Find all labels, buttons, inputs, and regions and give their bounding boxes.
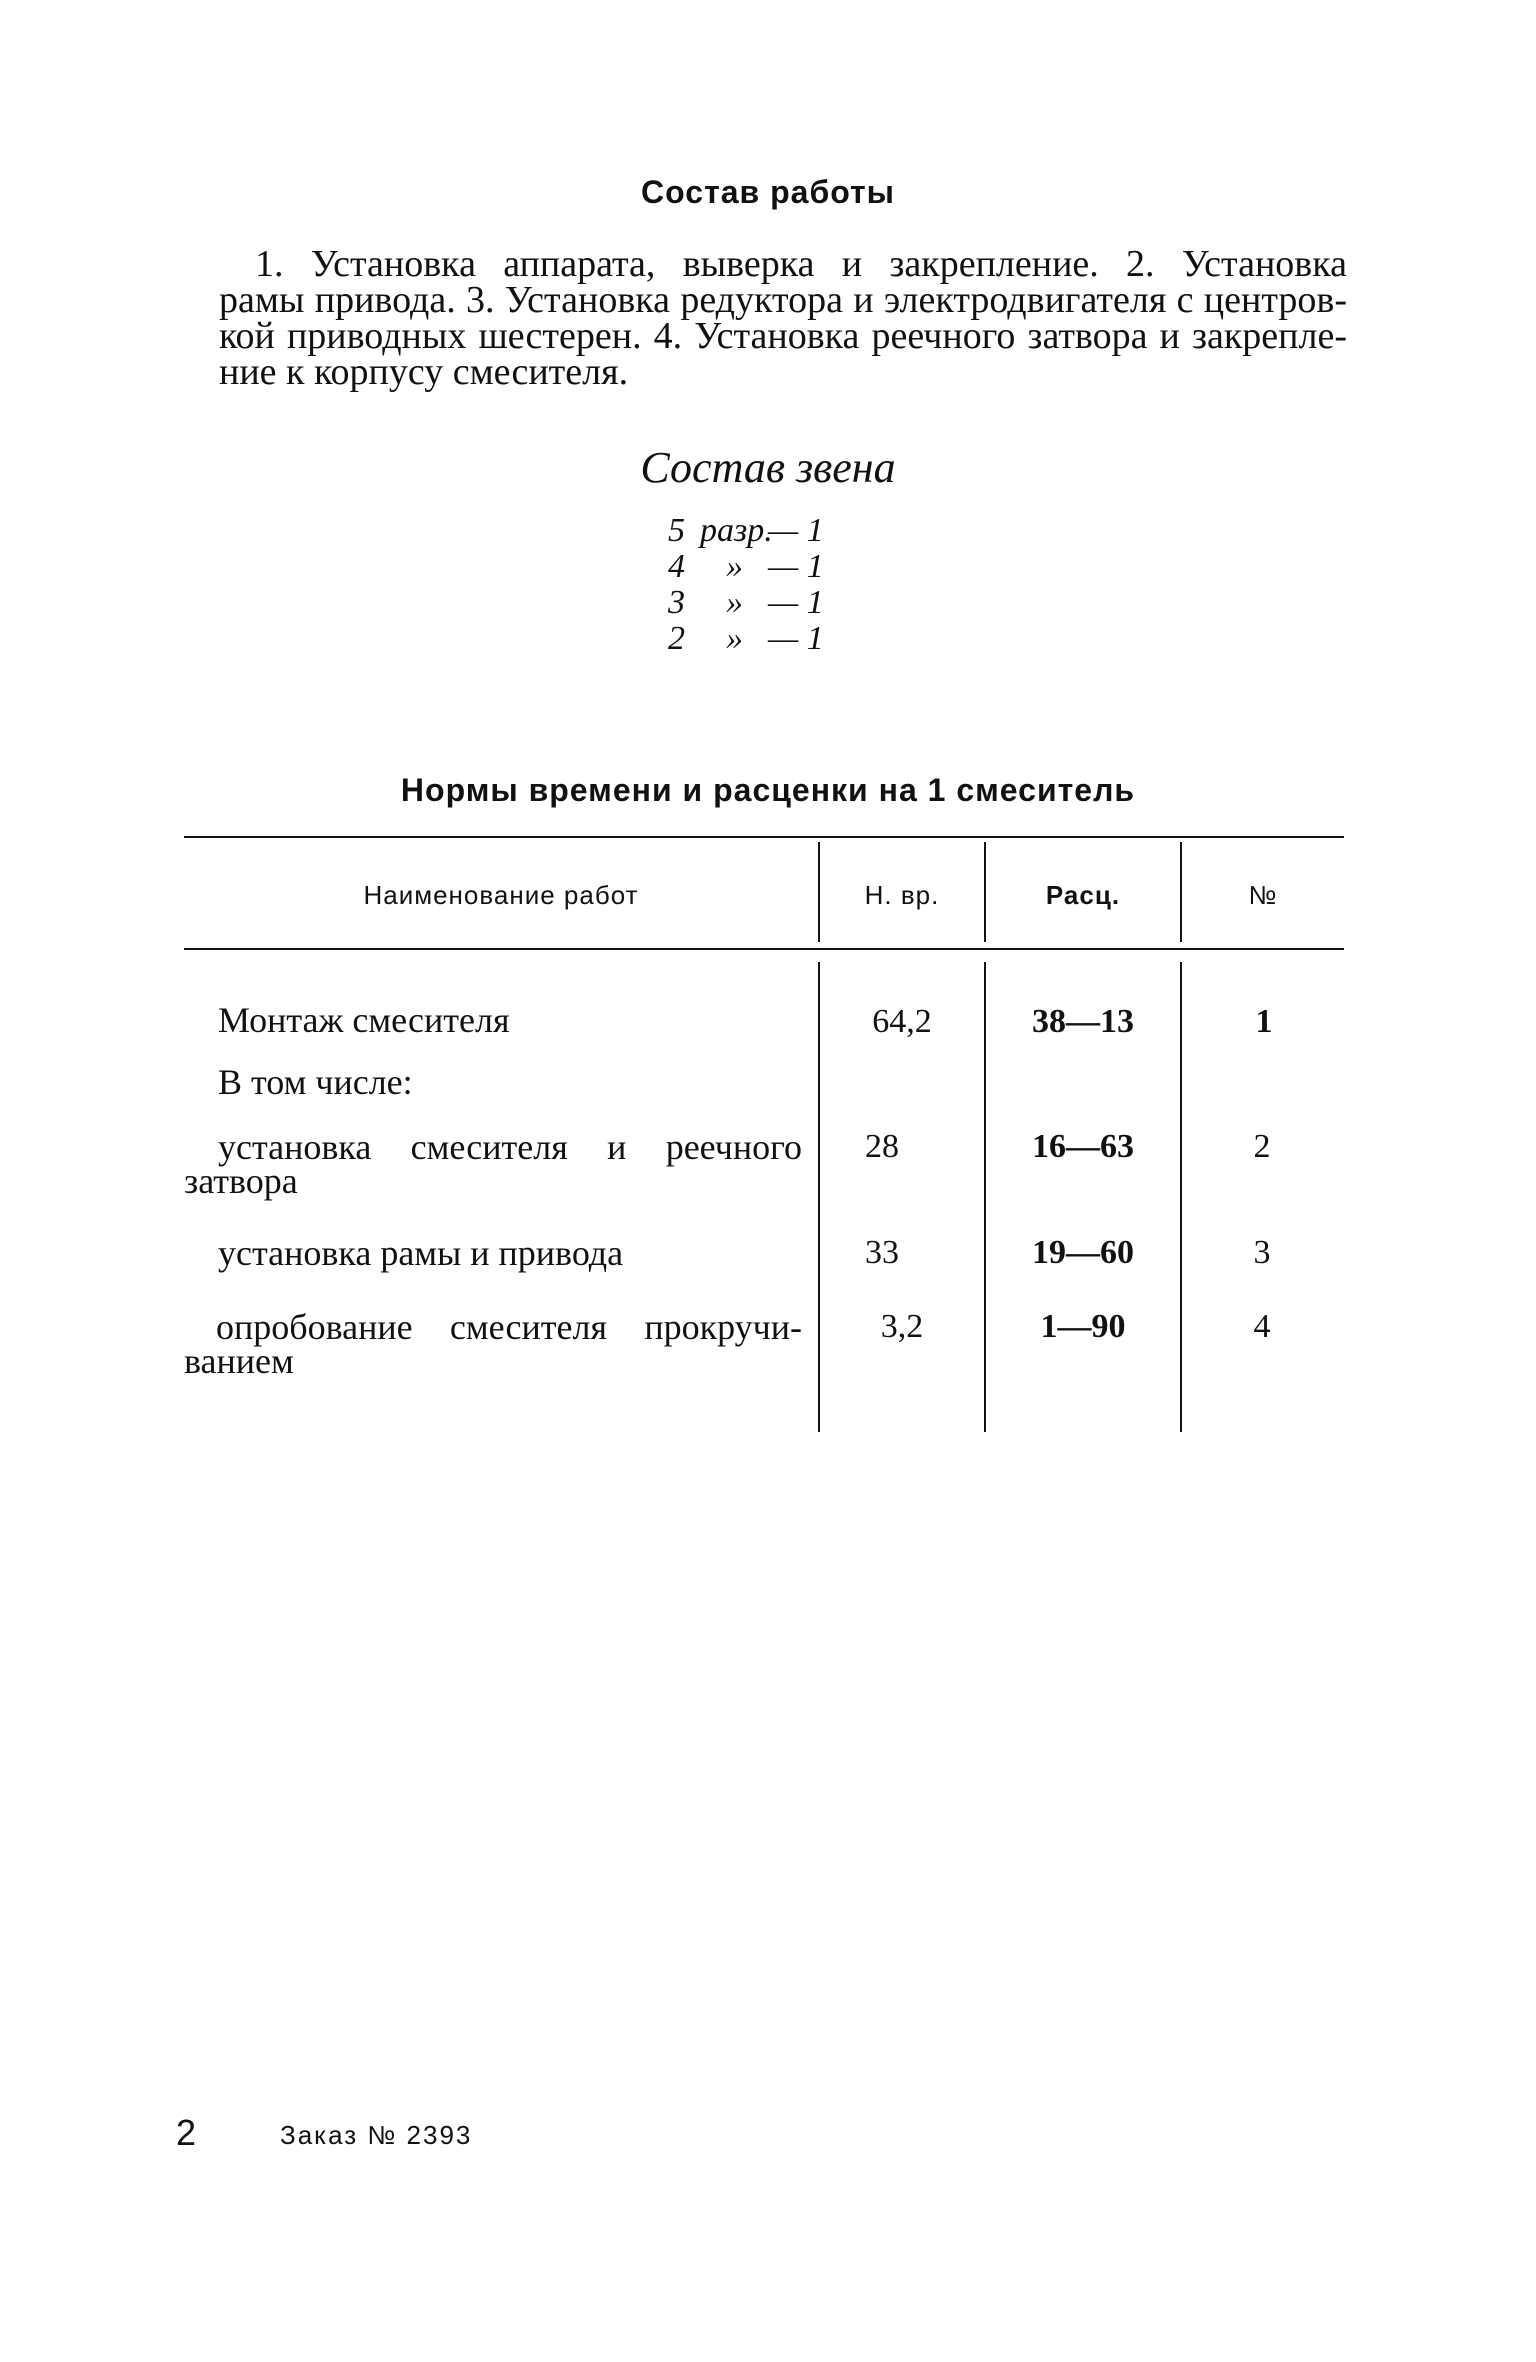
crew-grade: 2: [668, 620, 685, 657]
work-line: кой приводных шестерен. 4. Установка реечного затвора и закрепле-: [219, 315, 1347, 357]
row-name: [184, 1127, 802, 1201]
crew-grade: 3: [668, 584, 685, 621]
table-top-rule: [184, 836, 1344, 838]
crew-unit: разр.: [700, 512, 773, 549]
row-name: [218, 1233, 802, 1273]
row-name-line: затвора: [184, 1161, 298, 1201]
crew-row: [668, 512, 928, 548]
work-line: ние к корпусу смесителя.: [219, 351, 629, 393]
row-name: [184, 1307, 802, 1381]
row-number: 1: [1255, 1003, 1273, 1040]
crew-count: — 1: [768, 512, 824, 549]
row-name: [218, 1000, 802, 1040]
column-divider: [818, 962, 820, 1432]
column-header-name: Наименование работ: [363, 880, 639, 910]
row-name-line: опробование смесителя прокручи-: [216, 1307, 802, 1347]
row-time: 33: [865, 1234, 899, 1271]
row-name-line: В том числе:: [218, 1062, 413, 1102]
row-price: 16—63: [1032, 1128, 1134, 1165]
crew-row: [668, 584, 928, 620]
column-divider: [984, 962, 986, 1432]
column-header-time: Н. вр.: [864, 880, 940, 910]
work-line: рамы привода. 3. Установка редуктора и электродвигателя с центров-: [219, 279, 1347, 321]
column-header-price: Расц.: [1045, 880, 1121, 910]
row-price: 38—13: [1032, 1003, 1134, 1040]
crew-unit: »: [726, 620, 743, 657]
crew-grade: 5: [668, 512, 685, 549]
row-number: 3: [1253, 1234, 1271, 1271]
order-number: Заказ № 2393: [280, 2120, 473, 2150]
row-time: 3,2: [880, 1308, 924, 1345]
column-divider: [984, 842, 986, 942]
row-price: 19—60: [1032, 1234, 1134, 1271]
work-composition-text: [219, 243, 1347, 393]
crew-title: Состав звена: [640, 443, 896, 492]
work-line: 1. Установка аппарата, выверка и закрепление. 2. Установка: [255, 243, 1347, 285]
row-price: 1—90: [1040, 1308, 1126, 1345]
crew-row: [668, 620, 928, 656]
crew-list: [668, 512, 928, 656]
crew-count: — 1: [768, 548, 824, 585]
page-number: 2: [176, 2112, 197, 2153]
crew-unit: »: [726, 584, 743, 621]
row-time: 28: [865, 1128, 899, 1165]
row-number: 4: [1253, 1308, 1271, 1345]
column-divider: [1180, 842, 1182, 942]
row-name: [218, 1062, 802, 1102]
row-name-line: установка рамы и привода: [218, 1233, 624, 1273]
crew-count: — 1: [768, 584, 824, 621]
work-composition-title: Состав работы: [641, 174, 895, 210]
crew-grade: 4: [668, 548, 685, 585]
column-header-number: №: [1248, 880, 1278, 910]
row-number: 2: [1253, 1128, 1271, 1165]
column-divider: [818, 842, 820, 942]
row-name-line: Монтаж смесителя: [218, 1000, 510, 1040]
crew-row: [668, 548, 928, 584]
crew-count: — 1: [768, 620, 824, 657]
norms-title: Нормы времени и расценки на 1 смеситель: [400, 772, 1136, 808]
table-header-rule: [184, 948, 1344, 950]
row-time: 64,2: [872, 1003, 932, 1040]
crew-unit: »: [726, 548, 743, 585]
row-name-line: установка смесителя и реечного: [218, 1127, 802, 1167]
column-divider: [1180, 962, 1182, 1432]
row-name-line: ванием: [184, 1341, 294, 1381]
